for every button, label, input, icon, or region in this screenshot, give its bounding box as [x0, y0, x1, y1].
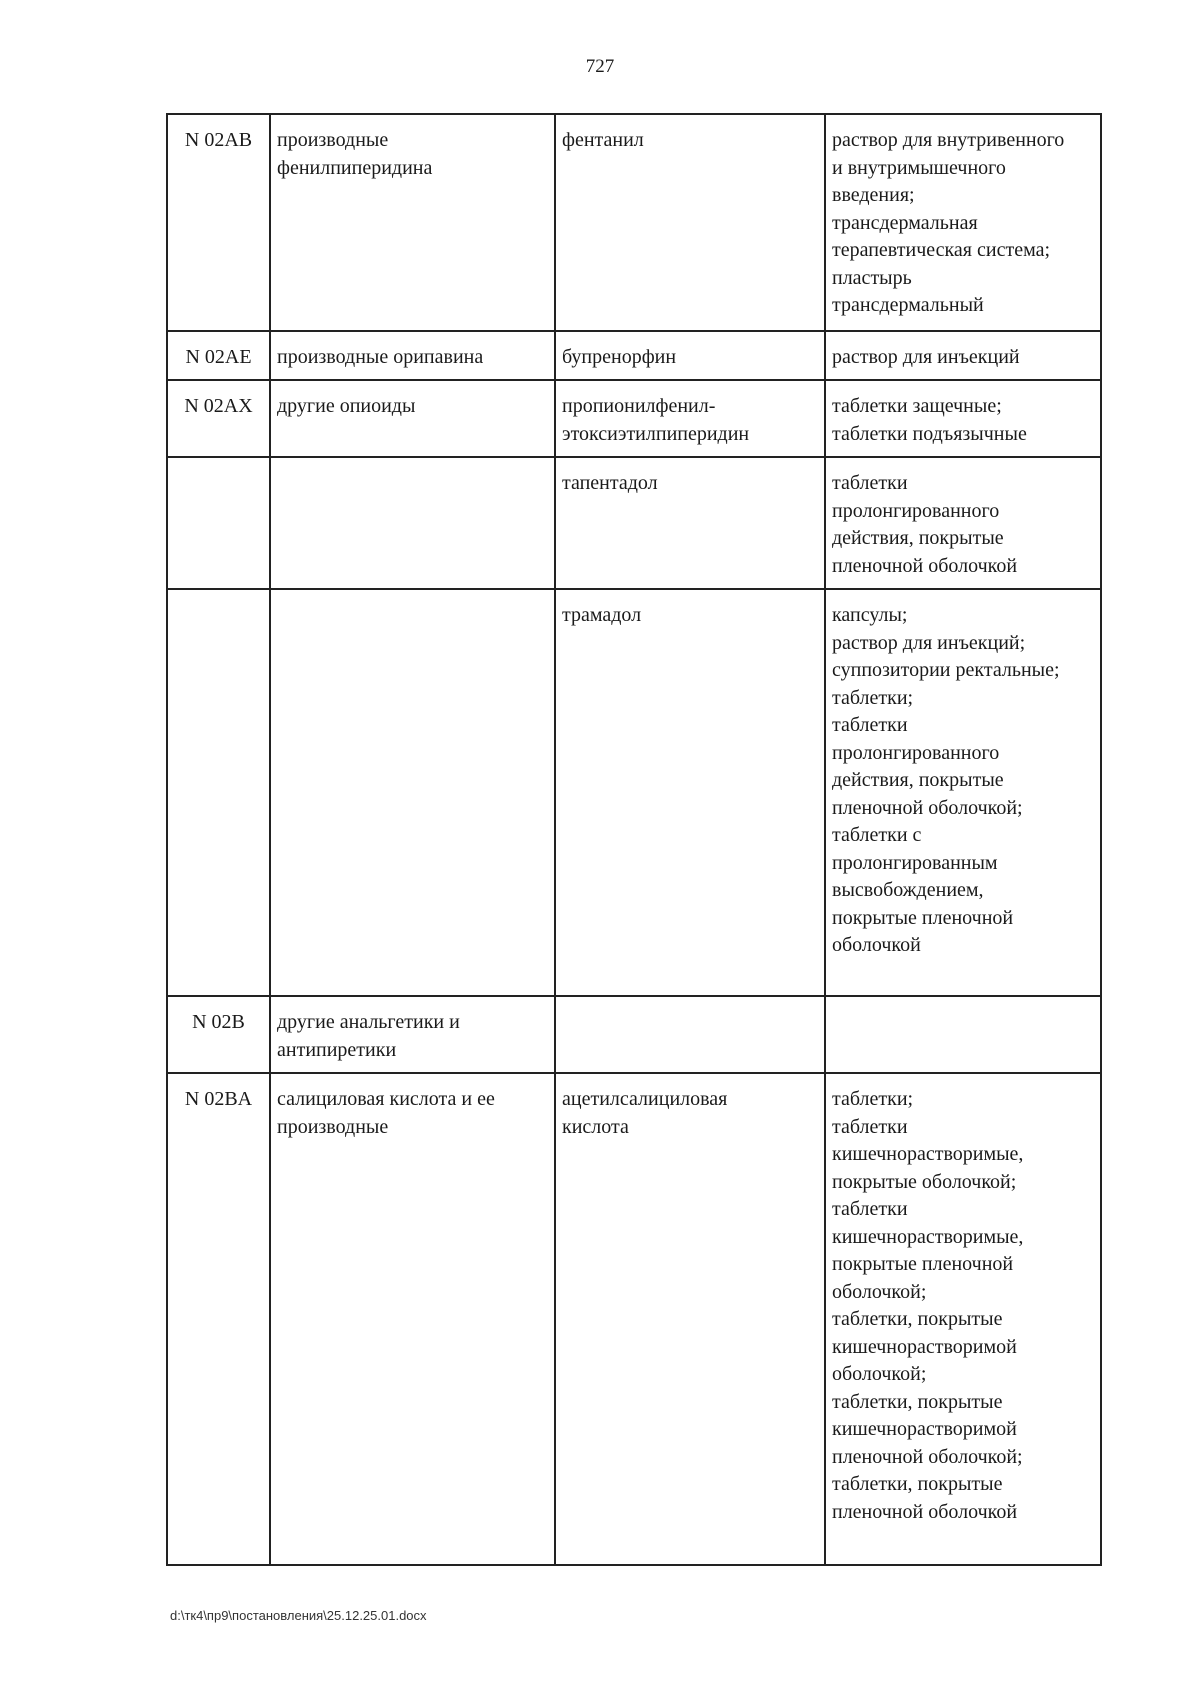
cell-line: терапевтическая система; — [832, 239, 1051, 261]
cell-line: трамадол — [562, 604, 642, 626]
table-row — [167, 380, 1101, 457]
table-row — [167, 589, 1101, 996]
cell-line: кишечнорастворимой — [832, 1335, 1017, 1358]
table-row — [167, 331, 1101, 380]
cell-line: таблетки — [832, 472, 908, 494]
cell-line: кислота — [562, 1115, 629, 1138]
cell-line: производные — [277, 1115, 389, 1138]
cell-line: фенилпиперидина — [277, 156, 433, 179]
atc-code-cell: N 02AE — [167, 331, 270, 380]
atc-code-cell — [167, 589, 270, 996]
cell-line: таблетки подъязычные — [832, 422, 1027, 445]
cell-line: пролонгированным — [832, 851, 998, 874]
cell-line: таблетки защечные; — [832, 395, 1002, 417]
cell-line: кишечнорастворимые, — [832, 1143, 1024, 1165]
cell-line: пластырь — [832, 266, 912, 289]
page-number: 727 — [585, 56, 615, 77]
atc-group-cell — [270, 380, 555, 457]
cell-line: таблетки, покрытые — [832, 1390, 1003, 1413]
cell-line: пленочной оболочкой; — [832, 1445, 1023, 1468]
cell-line: бупренорфин — [562, 346, 677, 368]
cell-line: другие анальгетики и — [277, 1011, 460, 1033]
cell-line: салициловая кислота и ее — [277, 1088, 495, 1110]
drug-name-cell — [555, 114, 825, 331]
cell-line: покрытые пленочной — [832, 1253, 1014, 1275]
cell-line: покрытые пленочной — [832, 906, 1014, 929]
atc-code-cell: N 02AB — [167, 114, 270, 331]
cell-line: действия, покрытые — [832, 527, 1004, 549]
cell-line: производные орипавина — [277, 346, 484, 368]
cell-line: раствор для внутривенного — [832, 129, 1065, 151]
cell-line: таблетки, покрытые — [832, 1308, 1003, 1330]
atc-group-cell — [270, 589, 555, 996]
cell-line: кишечнорастворимые, — [832, 1225, 1024, 1248]
cell-line: тапентадол — [562, 472, 658, 494]
atc-group-cell — [270, 457, 555, 589]
cell-line: введения; — [832, 184, 915, 206]
cell-line: пленочной оболочкой; — [832, 796, 1023, 819]
cell-line: трансдермальная — [832, 211, 978, 234]
drug-name-cell — [555, 380, 825, 457]
cell-line: оболочкой; — [832, 1280, 927, 1303]
cell-line: таблетки; — [832, 1088, 914, 1110]
cell-line: пленочной оболочкой — [832, 1500, 1018, 1523]
cell-line: раствор для инъекций — [832, 346, 1020, 368]
cell-line: и внутримышечного — [832, 156, 1006, 179]
table-row — [167, 457, 1101, 589]
atc-code-cell — [167, 457, 270, 589]
atc-group-cell — [270, 114, 555, 331]
table-row — [167, 1073, 1101, 1565]
cell-line: таблетки — [832, 1198, 908, 1220]
cell-line: кишечнорастворимой — [832, 1418, 1017, 1440]
drug-name-cell — [555, 457, 825, 589]
cell-line: другие опиоиды — [277, 395, 416, 417]
drug-name-cell — [555, 1073, 825, 1565]
cell-line: фентанил — [562, 129, 644, 151]
cell-line: покрытые оболочкой; — [832, 1170, 1017, 1193]
cell-line: капсулы; — [832, 604, 908, 626]
cell-line: пропионилфенил- — [562, 395, 716, 417]
atc-code-cell: N 02AX — [167, 380, 270, 457]
cell-line: пролонгированного — [832, 741, 1000, 764]
cell-line: таблетки с — [832, 824, 922, 846]
atc-group-cell — [270, 331, 555, 380]
table-row — [167, 996, 1101, 1073]
dosage-forms-cell — [825, 1073, 1101, 1565]
cell-line: пленочной оболочкой — [832, 554, 1018, 577]
footer-file-path: d:\тк4\пр9\постановления\25.12.25.01.docx — [170, 1608, 427, 1623]
atc-group-cell — [270, 1073, 555, 1565]
cell-line: производные — [277, 129, 389, 151]
table-row — [167, 114, 1101, 331]
drug-table — [166, 113, 1102, 1566]
atc-code-cell: N 02B — [167, 996, 270, 1073]
cell-line: таблетки, покрытые — [832, 1473, 1003, 1495]
drug-name-cell — [555, 996, 825, 1073]
dosage-forms-cell — [825, 114, 1101, 331]
cell-line: суппозитории ректальные; — [832, 659, 1060, 681]
atc-group-cell — [270, 996, 555, 1073]
cell-line: ацетилсалициловая — [562, 1088, 728, 1110]
dosage-forms-cell — [825, 589, 1101, 996]
cell-line: антипиретики — [277, 1038, 397, 1061]
cell-line: таблетки; — [832, 686, 914, 709]
dosage-forms-cell — [825, 380, 1101, 457]
cell-line: таблетки — [832, 714, 908, 736]
cell-line: этоксиэтилпиперидин — [562, 422, 750, 445]
drug-name-cell — [555, 589, 825, 996]
drug-name-cell — [555, 331, 825, 380]
cell-line: высвобождением, — [832, 879, 984, 901]
cell-line: оболочкой — [832, 934, 921, 956]
cell-line: пролонгированного — [832, 499, 1000, 522]
cell-line: раствор для инъекций; — [832, 631, 1026, 654]
atc-code-cell: N 02BA — [167, 1073, 270, 1565]
dosage-forms-cell — [825, 457, 1101, 589]
dosage-forms-cell — [825, 331, 1101, 380]
cell-line: действия, покрытые — [832, 769, 1004, 791]
cell-line: таблетки — [832, 1115, 908, 1138]
dosage-forms-cell — [825, 996, 1101, 1073]
cell-line: трансдермальный — [832, 294, 984, 316]
cell-line: оболочкой; — [832, 1363, 927, 1385]
